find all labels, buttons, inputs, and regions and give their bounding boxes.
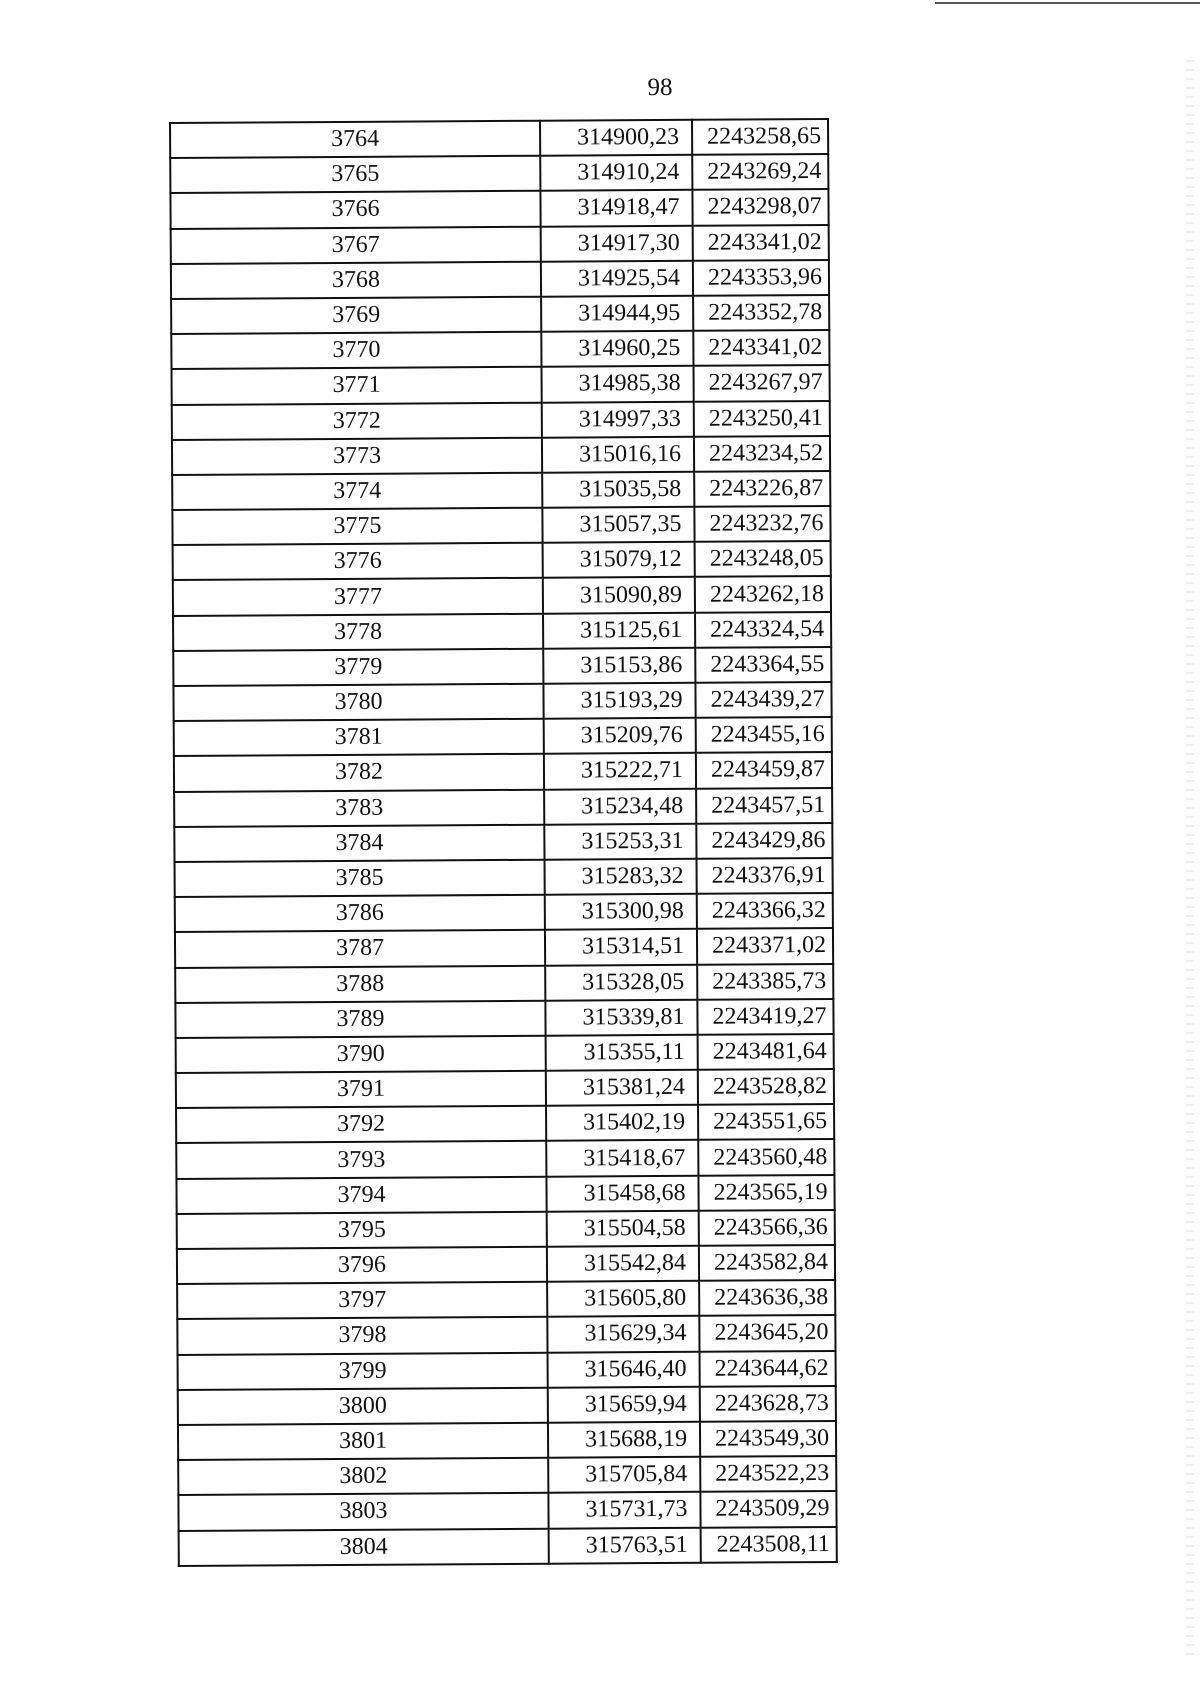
table-row	[173, 541, 831, 580]
point-number-cell: 3796	[177, 1247, 547, 1284]
y-coordinate-cell: 2243371,02	[697, 928, 833, 964]
table-row	[171, 295, 829, 334]
y-coordinate-cell: 2243459,87	[696, 752, 832, 788]
y-coordinate-cell: 2243628,73	[700, 1386, 836, 1422]
x-coordinate-cell: 315193,29	[543, 683, 695, 719]
point-number-cell: 3783	[174, 789, 544, 826]
y-coordinate-cell: 2243248,05	[695, 541, 831, 577]
coordinates-table-body	[170, 119, 837, 1566]
point-number-cell: 3765	[170, 156, 540, 193]
point-number-cell: 3774	[172, 473, 542, 510]
x-coordinate-cell: 315605,80	[547, 1281, 699, 1317]
x-coordinate-cell: 315659,94	[548, 1387, 700, 1423]
x-coordinate-cell: 315731,73	[548, 1492, 700, 1528]
point-number-cell: 3797	[177, 1282, 547, 1319]
y-coordinate-cell: 2243341,02	[693, 330, 829, 366]
table-row	[178, 1421, 836, 1460]
table-row	[179, 1526, 837, 1565]
y-coordinate-cell: 2243267,97	[694, 365, 830, 401]
x-coordinate-cell: 315763,51	[549, 1527, 701, 1563]
x-coordinate-cell: 315314,51	[545, 929, 697, 965]
table-row	[172, 471, 830, 510]
table-row	[173, 612, 831, 651]
point-number-cell: 3794	[176, 1176, 546, 1213]
table-row	[172, 436, 830, 475]
point-number-cell: 3775	[172, 508, 542, 545]
point-number-cell: 3799	[178, 1352, 548, 1389]
x-coordinate-cell: 315458,68	[546, 1175, 698, 1211]
x-coordinate-cell: 315253,31	[544, 824, 696, 860]
y-coordinate-cell: 2243269,24	[692, 154, 828, 190]
table-row	[175, 999, 833, 1038]
x-coordinate-cell: 315209,76	[544, 718, 696, 754]
point-number-cell: 3786	[175, 895, 545, 932]
x-coordinate-cell: 315057,35	[542, 507, 694, 543]
y-coordinate-cell: 2243429,86	[696, 823, 832, 859]
point-number-cell: 3790	[176, 1036, 546, 1073]
point-number-cell: 3800	[178, 1387, 548, 1424]
y-coordinate-cell: 2243528,82	[698, 1069, 834, 1105]
table-row	[176, 1104, 834, 1143]
table-row	[178, 1491, 836, 1530]
point-number-cell: 3801	[178, 1423, 548, 1460]
y-coordinate-cell: 2243439,27	[695, 682, 831, 718]
point-number-cell: 3766	[170, 191, 540, 228]
point-number-cell: 3768	[171, 261, 541, 298]
y-coordinate-cell: 2243376,91	[697, 858, 833, 894]
y-coordinate-cell: 2243250,41	[694, 400, 830, 436]
table-row	[177, 1315, 835, 1354]
y-coordinate-cell: 2243582,84	[699, 1245, 835, 1281]
y-coordinate-cell: 2243352,78	[693, 295, 829, 331]
top-edge-rule	[935, 2, 1200, 4]
x-coordinate-cell: 315381,24	[546, 1070, 698, 1106]
table-row	[178, 1386, 836, 1425]
table-row	[172, 400, 830, 439]
point-number-cell: 3773	[172, 437, 542, 474]
page-number: 98	[647, 74, 673, 101]
x-coordinate-cell: 314997,33	[542, 401, 694, 437]
y-coordinate-cell: 2243508,11	[701, 1526, 837, 1562]
x-coordinate-cell: 315542,84	[547, 1246, 699, 1282]
y-coordinate-cell: 2243258,65	[692, 119, 828, 155]
point-number-cell: 3803	[178, 1493, 548, 1530]
table-row	[174, 823, 832, 862]
x-coordinate-cell: 314944,95	[541, 296, 693, 332]
y-coordinate-cell: 2243298,07	[692, 189, 828, 225]
y-coordinate-cell: 2243353,96	[693, 260, 829, 296]
y-coordinate-cell: 2243481,64	[698, 1034, 834, 1070]
x-coordinate-cell: 315035,58	[542, 472, 694, 508]
y-coordinate-cell: 2243636,38	[699, 1280, 835, 1316]
x-coordinate-cell: 315629,34	[547, 1316, 699, 1352]
y-coordinate-cell: 2243262,18	[695, 576, 831, 612]
x-coordinate-cell: 315283,32	[545, 859, 697, 895]
table-row	[175, 963, 833, 1002]
x-coordinate-cell: 315153,86	[543, 648, 695, 684]
x-coordinate-cell: 314917,30	[541, 225, 693, 261]
y-coordinate-cell: 2243419,27	[697, 999, 833, 1035]
table-row	[171, 330, 829, 369]
point-number-cell: 3793	[176, 1141, 546, 1178]
x-coordinate-cell: 315504,58	[547, 1211, 699, 1247]
table-row	[172, 365, 830, 404]
x-coordinate-cell: 314985,38	[542, 366, 694, 402]
point-number-cell: 3764	[170, 121, 540, 158]
point-number-cell: 3791	[176, 1071, 546, 1108]
point-number-cell: 3784	[174, 824, 544, 861]
table-row	[175, 928, 833, 967]
y-coordinate-cell: 2243509,29	[700, 1491, 836, 1527]
table-row	[174, 752, 832, 791]
y-coordinate-cell: 2243234,52	[694, 436, 830, 472]
point-number-cell: 3767	[171, 226, 541, 263]
table-row	[173, 682, 831, 721]
point-number-cell: 3776	[173, 543, 543, 580]
point-number-cell: 3785	[175, 860, 545, 897]
y-coordinate-cell: 2243560,48	[698, 1139, 834, 1175]
table-row	[177, 1210, 835, 1249]
point-number-cell: 3769	[171, 297, 541, 334]
table-row	[175, 858, 833, 897]
x-coordinate-cell: 315688,19	[548, 1422, 700, 1458]
point-number-cell: 3780	[173, 684, 543, 721]
point-number-cell: 3781	[174, 719, 544, 756]
point-number-cell: 3777	[173, 578, 543, 615]
x-coordinate-cell: 315646,40	[548, 1351, 700, 1387]
y-coordinate-cell: 2243232,76	[694, 506, 830, 542]
table-row	[172, 506, 830, 545]
x-coordinate-cell: 314910,24	[540, 155, 692, 191]
y-coordinate-cell: 2243364,55	[695, 647, 831, 683]
point-number-cell: 3770	[171, 332, 541, 369]
y-coordinate-cell: 2243549,30	[700, 1421, 836, 1457]
table-row	[173, 647, 831, 686]
x-coordinate-cell: 315090,89	[543, 577, 695, 613]
y-coordinate-cell: 2243366,32	[697, 893, 833, 929]
table-row	[171, 260, 829, 299]
table-row	[178, 1456, 836, 1495]
x-coordinate-cell: 315016,16	[542, 436, 694, 472]
point-number-cell: 3795	[177, 1212, 547, 1249]
y-coordinate-cell: 2243341,02	[693, 225, 829, 261]
scan-edge-noise	[1186, 60, 1194, 1660]
x-coordinate-cell: 315222,71	[544, 753, 696, 789]
point-number-cell: 3779	[173, 649, 543, 686]
point-number-cell: 3771	[172, 367, 542, 404]
table-row	[173, 576, 831, 615]
x-coordinate-cell: 314918,47	[540, 190, 692, 226]
table-row	[170, 189, 828, 228]
y-coordinate-cell: 2243551,65	[698, 1104, 834, 1140]
point-number-cell: 3787	[175, 930, 545, 967]
x-coordinate-cell: 315234,48	[544, 788, 696, 824]
x-coordinate-cell: 315705,84	[548, 1457, 700, 1493]
x-coordinate-cell: 314960,25	[541, 331, 693, 367]
x-coordinate-cell: 314925,54	[541, 261, 693, 297]
table-row	[174, 788, 832, 827]
point-number-cell: 3789	[175, 1000, 545, 1037]
x-coordinate-cell: 315300,98	[545, 894, 697, 930]
y-coordinate-cell: 2243385,73	[697, 963, 833, 999]
x-coordinate-cell: 315418,67	[546, 1140, 698, 1176]
point-number-cell: 3778	[173, 613, 543, 650]
table-row	[175, 893, 833, 932]
point-number-cell: 3798	[177, 1317, 547, 1354]
table-row	[170, 119, 828, 158]
x-coordinate-cell: 314900,23	[540, 120, 692, 156]
point-number-cell: 3788	[175, 965, 545, 1002]
table-row	[176, 1139, 834, 1178]
table-row	[170, 154, 828, 193]
x-coordinate-cell: 315125,61	[543, 612, 695, 648]
y-coordinate-cell: 2243645,20	[699, 1315, 835, 1351]
y-coordinate-cell: 2243522,23	[700, 1456, 836, 1492]
x-coordinate-cell: 315328,05	[545, 964, 697, 1000]
table-row	[178, 1351, 836, 1390]
y-coordinate-cell: 2243226,87	[694, 471, 830, 507]
point-number-cell: 3792	[176, 1106, 546, 1143]
x-coordinate-cell: 315402,19	[546, 1105, 698, 1141]
table-row	[174, 717, 832, 756]
y-coordinate-cell: 2243455,16	[696, 717, 832, 753]
table-row	[176, 1175, 834, 1214]
point-number-cell: 3802	[178, 1458, 548, 1495]
x-coordinate-cell: 315079,12	[543, 542, 695, 578]
y-coordinate-cell: 2243565,19	[698, 1175, 834, 1211]
x-coordinate-cell: 315339,81	[545, 999, 697, 1035]
table-row	[177, 1280, 835, 1319]
table-row	[176, 1034, 834, 1073]
table-row	[171, 225, 829, 264]
x-coordinate-cell: 315355,11	[546, 1035, 698, 1071]
y-coordinate-cell: 2243324,54	[695, 612, 831, 648]
point-number-cell: 3772	[172, 402, 542, 439]
table-row	[176, 1069, 834, 1108]
coordinates-table	[169, 118, 838, 1567]
table-row	[177, 1245, 835, 1284]
point-number-cell: 3782	[174, 754, 544, 791]
y-coordinate-cell: 2243566,36	[699, 1210, 835, 1246]
point-number-cell: 3804	[179, 1528, 549, 1565]
y-coordinate-cell: 2243644,62	[700, 1351, 836, 1387]
y-coordinate-cell: 2243457,51	[696, 788, 832, 824]
